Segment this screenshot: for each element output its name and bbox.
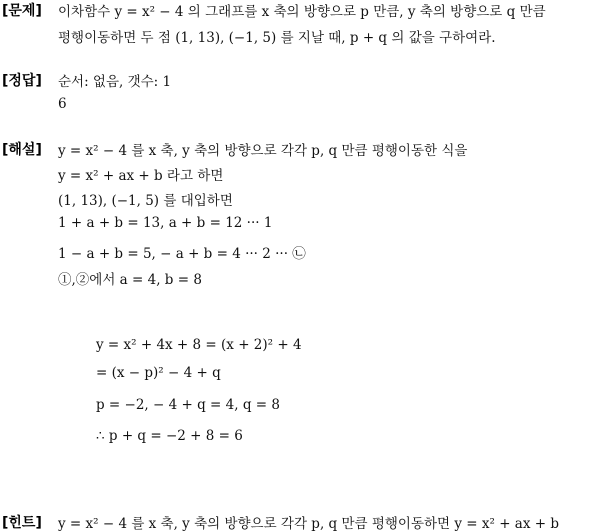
solution-tag: [해설] — [2, 142, 42, 158]
derivation-line: = (x − p)² − 4 + q — [96, 365, 221, 381]
solution-line: y = x² − 4 를 x 축, y 축의 방향으로 각각 p, q 만큼 평행이동한 식을 — [58, 143, 468, 159]
derivation-line: y = x² + 4x + 8 = (x + 2)² + 4 — [96, 337, 302, 353]
solution-line: y = x² + ax + b 라고 하면 — [58, 168, 224, 184]
solution-line: 1 − a + b = 5, − a + b = 4 ··· 2 ··· ㉡ — [58, 246, 306, 262]
answer-line-1: 순서: 없음, 갯수: 1 — [58, 74, 172, 90]
answer-tag: [정답] — [2, 73, 42, 89]
hint-line-1: y = x² − 4 를 x 축, y 축의 방향으로 각각 p, q 만큼 평행이동하면 y = x² + ax + b — [58, 516, 560, 532]
solution-line: (1, 13), (−1, 5) 를 대입하면 — [58, 193, 233, 209]
problem-tag: [문제] — [2, 3, 42, 19]
solution-line: 1 + a + b = 13, a + b = 12 ··· 1 — [58, 215, 273, 231]
problem-line-2: 평행이동하면 두 점 (1, 13), (−1, 5) 를 지날 때, p + q 의 값을 구하여라. — [58, 30, 496, 46]
derivation-line: p = −2, − 4 + q = 4, q = 8 — [96, 397, 280, 413]
answer-line-2: 6 — [58, 96, 67, 112]
derivation-line: ∴ p + q = −2 + 8 = 6 — [96, 428, 243, 444]
hint-tag: [힌트] — [2, 515, 42, 531]
solution-line: ①,②에서 a = 4, b = 8 — [58, 272, 202, 288]
problem-line-1: 이차함수 y = x² − 4 의 그래프를 x 축의 방향으로 p 만큼, y 축의 방향으로 q 만큼 — [58, 4, 546, 20]
